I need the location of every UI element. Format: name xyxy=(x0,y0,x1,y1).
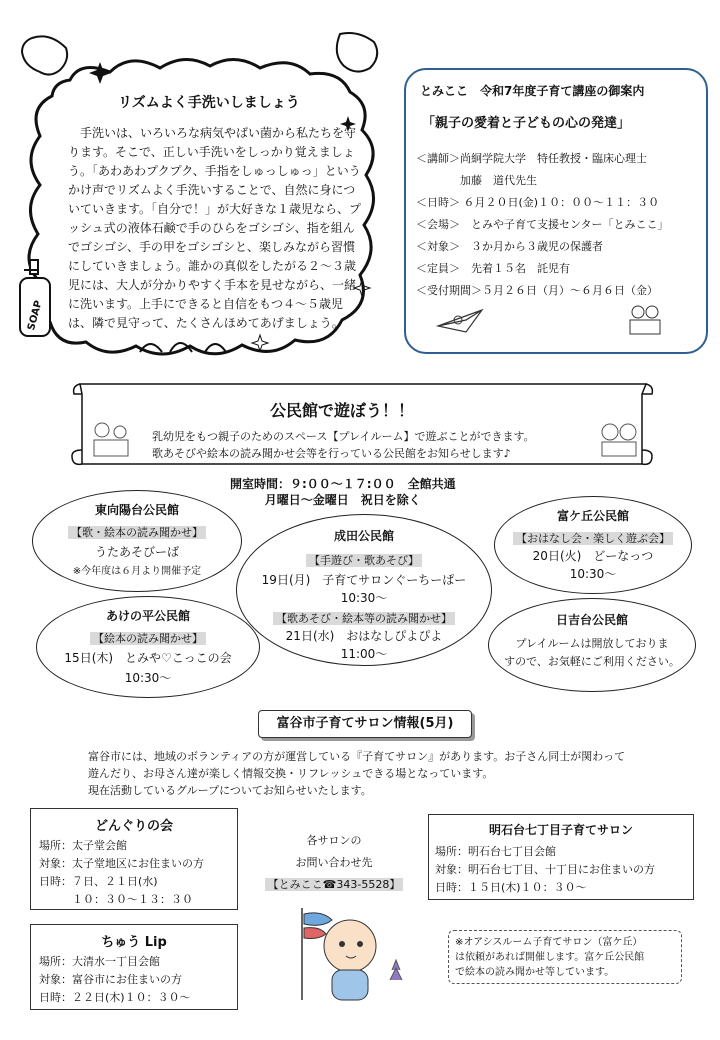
kids-reading-icon xyxy=(624,304,664,338)
hall-akenodaira: あけの平公民館 【絵本の読み聞かせ】 15日(木) とみや♡こっこの会 10:30～ xyxy=(36,596,260,698)
kominkan-desc: 乳幼児をもつ親子のためのスペース【プレイルーム】で遊ぶことができます。 歌あそびや絵本の読み聞かせ会等を行っている公民館をお知らせします♪ xyxy=(152,430,535,460)
kominkan-banner xyxy=(68,380,656,472)
baby-with-carp-streamer-icon xyxy=(262,900,422,1010)
course-header: とみここ 令和7年度子育て講座の御案内 xyxy=(420,84,645,98)
handwash-title: リズムよく手洗いしましょう xyxy=(118,95,300,111)
handwash-section xyxy=(10,30,395,360)
hall-hiyoshidai: 日吉台公民館 プレイルームは開放しておりま すので、お気軽にご利用ください。 xyxy=(488,598,696,692)
course-theme: 「親子の愛着と子どもの心の発達」 xyxy=(422,116,631,131)
salon-intro: 富谷市には、地域のボランティアの方が運営している『子育てサロン』があります。お子さん同士が関わって 遊んだり、お母さん達が楽しく情報交換・リフレッシュできる場となっています。 現在活動しているグループについてお知らせいたします。 xyxy=(88,750,626,797)
hall-narita: 成田公民館 【手遊び・歌あそび】 19日(月) 子育てサロンぐーちーぱー 10:30～ 【歌あそび・絵本等の読み聞かせ】 21日(水) おはなしぴよぴよ 11:00～ xyxy=(236,514,492,666)
salon-note: ※オアシスルーム子育てサロン（富ケ丘） は依頼があれば開催します。富ケ丘公民館 で絵本の読み聞かせ等しています。 xyxy=(448,930,682,984)
course-details: ＜講師＞尚絅学院大学 特任教授・臨床心理士 加藤 道代先生 ＜日時＞ ６月２０日(金)１０：００～１１：３０ ＜会場＞ とみや子育て支援センター「とみここ」 ＜対象＞ ３か月から３歳児の保護者 ＜定員＞ 先着１５名 託児有 ＜受付期間＞５月２６日（月）～６月６日（金） xyxy=(416,152,669,297)
salon-donguri: どんぐりの会 場所：太子堂会館 対象：太子堂地区にお住まいの方 日時：７日、２１日(水) １０：３０～１３：３０ xyxy=(30,808,238,910)
salon-akeishi: 明石台七丁目子育てサロン 場所：明石台七丁目会館 対象：明石台七丁目、十丁目にお住まいの方 日時：１５日(木)１０：３０～ xyxy=(428,814,694,900)
soap-label: SOAP xyxy=(25,299,45,332)
hall-higashi: 東向陽台公民館 【歌・絵本の読み聞かせ】 うたあそびーば ※今年度は６月より開催予定 xyxy=(32,490,242,592)
kominkan-title: 公民館で遊ぼう！！ xyxy=(270,401,415,420)
salon-title: 富谷市子育てサロン情報(5月) xyxy=(258,710,472,738)
family-icon xyxy=(88,420,134,460)
salon-contact: 各サロンの お問い合わせ先 【とみここ☎343-5528】 xyxy=(254,830,414,896)
salon-chulip: ちゅう Lip 場所：大清水一丁目会館 対象：富谷市にお住まいの方 日時：２２日(木)１０：３０～ xyxy=(30,924,238,1010)
paper-plane-icon xyxy=(436,306,486,334)
opening-hours: 開室時間：９:００～１７:００ 全館共通 月曜日～金曜日 祝日を除く xyxy=(230,477,456,507)
handwash-paragraph: 手洗いは、いろいろな病気やばい菌から私たちを守 ります。そこで、正しい手洗いをしっかり覚えましょ う。「あわあわプクプク、手指をしゅっしゅっ」という かけ声でリズムよく手洗いすることで、自然に身につ いていきます。「自分で！」が大好きな１歳児なら、プ ッシュ式の液体石鹸で手のひらをゴシゴシ、指を組ん でゴシゴシ、手の甲をゴシゴシと、楽しみながら習慣 にしていきましょう。誰かの真似をしたがる２～３歳 児には、大人が分かりやすく手本を見せながら、一緒 に洗います。上手にできると自信をもつ４～５歳児 は、隣で見守って、たくさんほめてあげましょう。 xyxy=(68,126,362,330)
kids-icon xyxy=(596,420,642,460)
course-box xyxy=(404,68,708,354)
hall-tomigaoka: 富ケ丘公民館 【おはなし会・楽しく遊ぶ会】 20日(火) どーなっつ 10:30～ xyxy=(494,496,692,594)
